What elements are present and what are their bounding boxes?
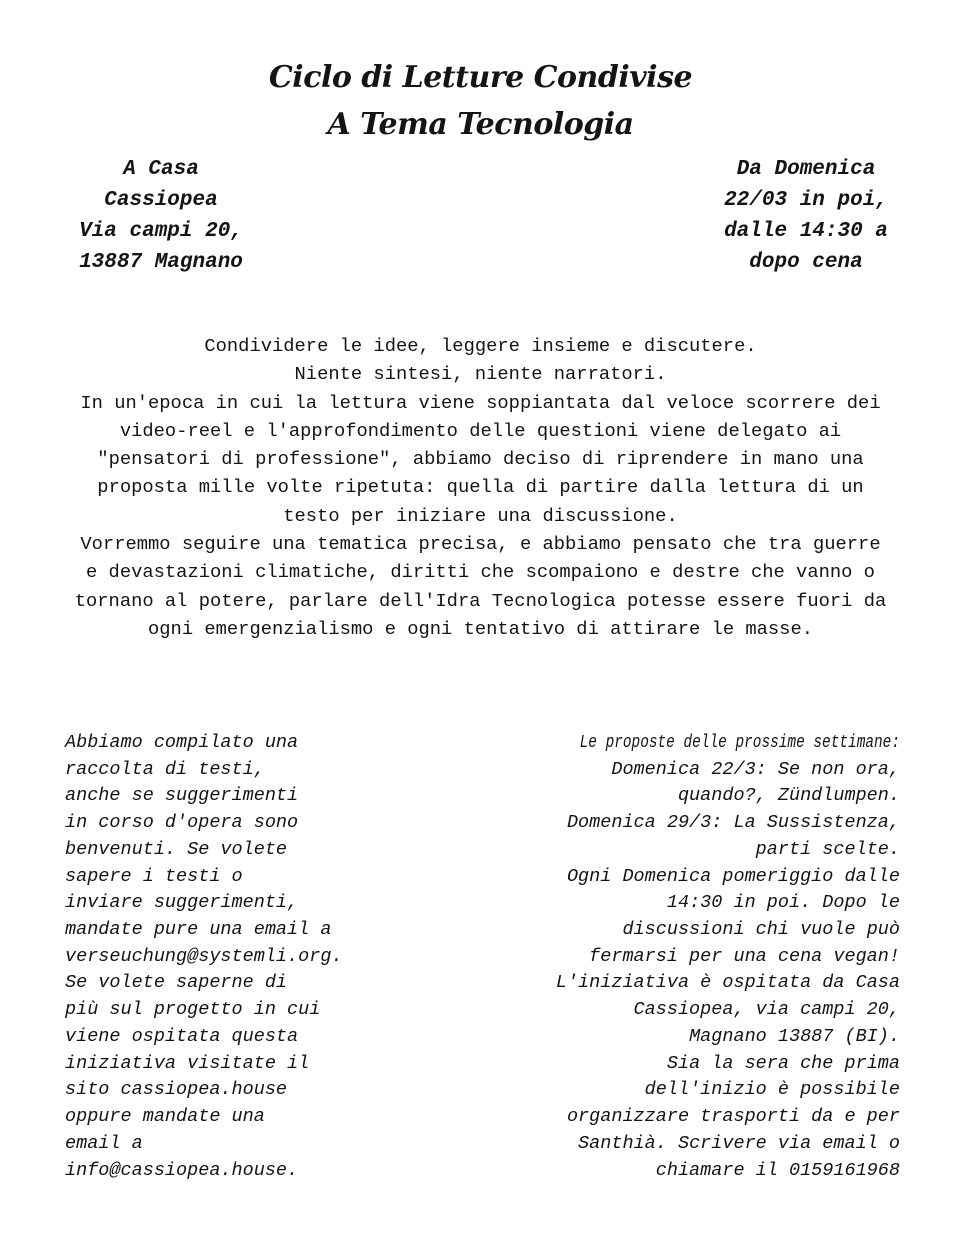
text-line: Se volete saperne di xyxy=(65,972,288,994)
text-line: A Casa xyxy=(123,158,199,181)
text-line: 22/03 in poi, xyxy=(724,189,888,212)
text-line: mandate pure una email a xyxy=(65,919,332,941)
text-line: Cassiopea, via campi 20, xyxy=(633,999,900,1021)
text-line: Cassiopea xyxy=(104,189,218,212)
text-line: viene ospitata questa xyxy=(65,1025,299,1047)
text-line: benvenuti. Se volete xyxy=(65,838,288,860)
text-line: oppure mandate una xyxy=(65,1106,265,1128)
text-line: ogni emergenzialismo e ogni tentativo di attirare le masse. xyxy=(148,617,813,640)
text-line: organizzare trasporti da e per xyxy=(566,1106,900,1128)
text-line: parti scelte. xyxy=(755,838,900,860)
page-subtitle: A Tema Tecnologia xyxy=(327,107,634,142)
text-line: sito cassiopea.house xyxy=(65,1079,288,1101)
text-line: Le proposte delle prossime settimane: xyxy=(579,732,900,753)
text-line: inviare suggerimenti, xyxy=(65,892,299,914)
text-line: proposta mille volte ripetuta: quella di partire dalla lettura di un xyxy=(97,476,864,499)
text-line: e devastazioni climatiche, diritti che scompaiono e destre che vanno o xyxy=(86,561,875,584)
text-line: tornano al potere, parlare dell'Idra Tecnologica potesse essere fuori da xyxy=(74,589,887,612)
text-line: dalle 14:30 a xyxy=(724,220,888,243)
text-line: email a xyxy=(65,1132,143,1154)
page-title: Ciclo di Letture Condivise xyxy=(268,60,693,95)
text-line: verseuchung@systemli.org. xyxy=(65,945,343,967)
text-line: iniziativa visitate il xyxy=(65,1052,310,1074)
text-line: Condividere le idee, leggere insieme e discutere. xyxy=(204,335,757,357)
text-line: chiamare il 0159161968 xyxy=(655,1159,900,1181)
text-line: Sia la sera che prima xyxy=(666,1052,900,1074)
venue-address-block xyxy=(41,154,281,278)
text-line: L'iniziativa è ospitata da Casa xyxy=(555,972,900,994)
text-line: Da Domenica xyxy=(736,158,876,181)
text-line: Ogni Domenica pomeriggio dalle xyxy=(566,865,900,887)
text-line: quando?, Zündlumpen. xyxy=(677,785,900,807)
text-line: più sul progetto in cui xyxy=(65,999,321,1021)
text-line: 14:30 in poi. Dopo le xyxy=(666,892,900,914)
text-line: Santhià. Scrivere via email o xyxy=(578,1132,900,1154)
program-column xyxy=(470,730,900,1184)
text-line: 13887 Magnano xyxy=(79,251,243,274)
schedule-block xyxy=(686,154,926,278)
text-line: anche se suggerimenti xyxy=(65,785,299,807)
text-line: sapere i testi o xyxy=(65,865,243,887)
text-line: Domenica 29/3: La Sussistenza, xyxy=(566,812,900,834)
text-line: raccolta di testi, xyxy=(65,758,265,780)
text-line: Abbiamo compilato una xyxy=(65,732,299,753)
text-line: dopo cena xyxy=(749,251,863,274)
text-line: discussioni chi vuole può xyxy=(622,919,900,941)
intro-paragraph xyxy=(0,332,961,643)
text-line: video-reel e l'approfondimento delle questioni viene delegato ai xyxy=(119,419,842,442)
text-line: Via campi 20, xyxy=(79,220,243,243)
text-line: "pensatori di professione", abbiamo deciso di riprendere in mano una xyxy=(97,448,864,471)
text-line: in corso d'opera sono xyxy=(65,812,299,834)
text-line: info@cassiopea.house. xyxy=(65,1159,299,1181)
text-line: In un'epoca in cui la lettura viene soppiantata dal veloce scorrere dei xyxy=(80,391,881,414)
text-line: Niente sintesi, niente narratori. xyxy=(294,363,667,386)
text-line: Magnano 13887 (BI). xyxy=(689,1025,900,1047)
text-line: dell'inizio è possibile xyxy=(644,1079,900,1101)
text-line: Domenica 22/3: Se non ora, xyxy=(611,758,900,780)
text-line: fermarsi per una cena vegan! xyxy=(589,945,900,967)
text-line: testo per iniziare una discussione. xyxy=(283,504,678,527)
text-line: Vorremmo seguire una tematica precisa, e abbiamo pensato che tra guerre xyxy=(80,533,881,556)
contact-column xyxy=(65,730,485,1184)
